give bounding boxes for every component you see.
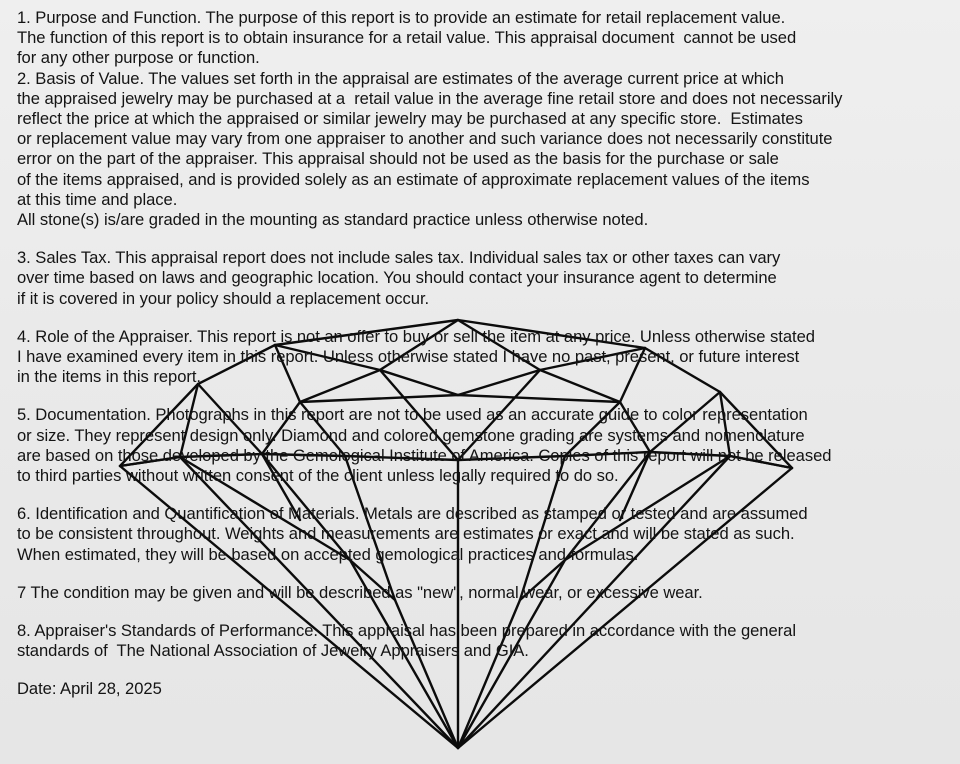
text-line: All stone(s) is/are graded in the mounting as standard practice unless otherwise noted. (17, 210, 649, 230)
text-line: of the items appraised, and is provided solely as an estimate of approximate replacement values of the items (17, 169, 810, 189)
text-line: standards of The National Association of Jewelry Appraisers and GIA. (17, 641, 529, 661)
text-line: over time based on laws and geographic location. You should contact your insurance agent to determine (17, 268, 777, 288)
text-line: for any other purpose or function. (17, 48, 260, 68)
text-line: I have examined every item in this report. Unless otherwise stated I have no past, present, or future interest (17, 347, 800, 367)
text-line: 3. Sales Tax. This appraisal report does not include sales tax. Individual sales tax or other taxes can vary (17, 248, 781, 268)
text-line: 1. Purpose and Function. The purpose of this report is to provide an estimate for retail replacement value. (17, 8, 786, 27)
appraisal-terms-text (17, 8, 947, 700)
text-line: or replacement value may vary from one appraiser to another and such variance does not necessarily constitute (17, 129, 833, 149)
text-line: The function of this report is to obtain insurance for a retail value. This appraisal document cannot be used (17, 28, 797, 48)
text-line: to be consistent throughout. Weights and measurements are estimates or exact and will be stated as such. (17, 524, 795, 544)
text-line: 2. Basis of Value. The values set forth in the appraisal are estimates of the average current price at which (17, 68, 784, 88)
text-line: 8. Appraiser's Standards of Performance. This appraisal has been prepared in accordance with the general (17, 621, 796, 641)
text-line: 5. Documentation. Photographs in this report are not to be used as an accurate guide to color representation (17, 405, 808, 425)
text-line: are based on those developed by the Gemological Institute of America. Copies of this report will not be released (17, 445, 832, 465)
text-line: in the items in this report. (17, 367, 201, 387)
text-line: the appraised jewelry may be purchased at a retail value in the average fine retail store and does not necessarily (17, 88, 843, 108)
text-line: 7 The condition may be given and will be described as "new", normal wear, or excessive wear. (17, 582, 703, 602)
date-line: Date: April 28, 2025 (17, 679, 162, 699)
text-line: 4. Role of the Appraiser. This report is not an offer to buy or sell the item at any price. Unless otherwise stated (17, 326, 815, 346)
text-line: When estimated, they will be based on accepted gemological practices and formulas. (17, 544, 639, 564)
text-line: 6. Identification and Quantification of Materials. Metals are described as stamped or tested and are assumed (17, 504, 808, 524)
text-line: to third parties without written consent of the client unless legally required to do so. (17, 466, 619, 486)
text-line: error on the part of the appraiser. This appraisal should not be used as the basis for the purchase or sale (17, 149, 779, 169)
text-line: at this time and place. (17, 189, 178, 209)
text-line: reflect the price at which the appraised or similar jewelry may be purchased at any specific store. Estimates (17, 109, 803, 129)
text-line: or size. They represent design only. Diamond and colored gemstone grading are systems and nomenclature (17, 425, 805, 445)
text-line: if it is covered in your policy should a replacement occur. (17, 288, 430, 308)
